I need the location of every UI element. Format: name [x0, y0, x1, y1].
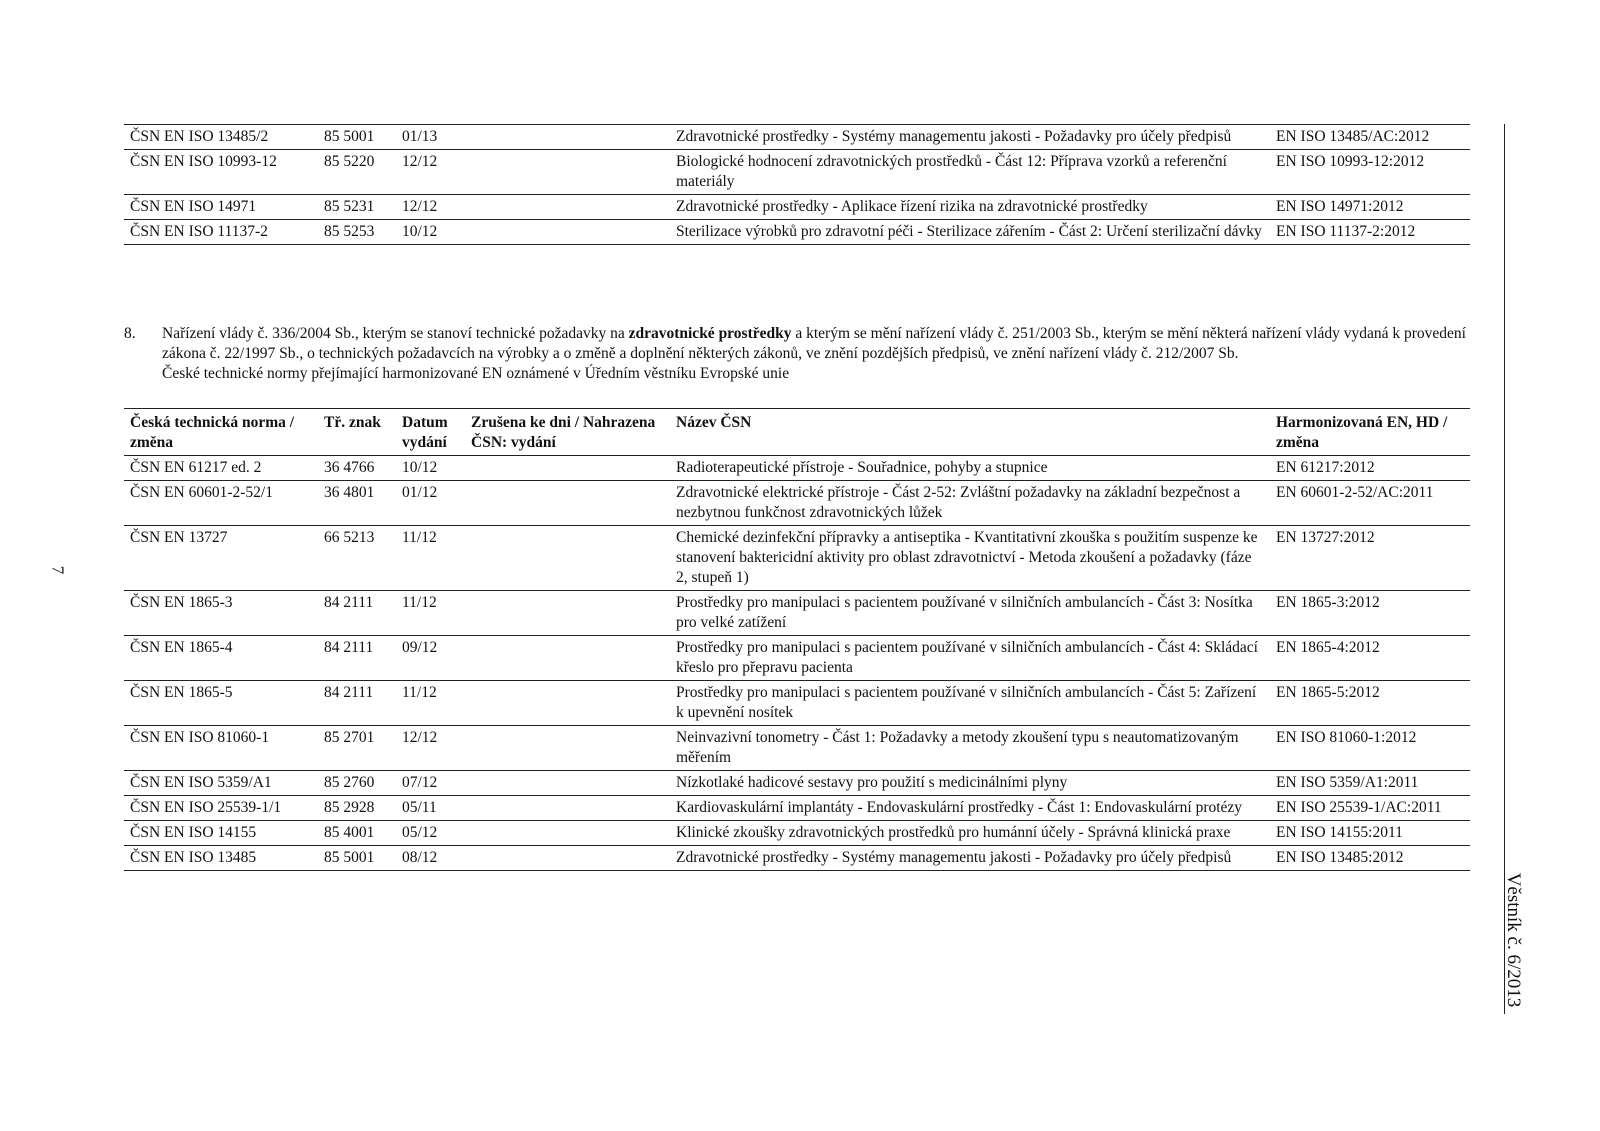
cell-norm: ČSN EN ISO 14971: [124, 195, 318, 220]
cell-replaced: [465, 195, 670, 220]
table1-body: [124, 125, 1470, 245]
table-row: [124, 591, 1470, 636]
header-issue-date: Datum vydání: [396, 409, 465, 456]
cell-replaced: [465, 125, 670, 150]
cell-replaced: [465, 220, 670, 245]
section-text-bold: zdravotnické prostředky: [628, 325, 792, 342]
section-8: [124, 324, 1470, 384]
section-text: [162, 324, 1470, 384]
cell-class-code: 85 5001: [318, 846, 396, 871]
table-row: [124, 456, 1470, 481]
table-row: [124, 636, 1470, 681]
cell-replaced: [465, 681, 670, 726]
cell-norm: ČSN EN 1865-5: [124, 681, 318, 726]
cell-harmonized-en: EN ISO 11137-2:2012: [1270, 220, 1470, 245]
cell-harmonized-en: EN ISO 14155:2011: [1270, 821, 1470, 846]
cell-issue-date: 11/12: [396, 591, 465, 636]
cell-title: Klinické zkoušky zdravotnických prostředků pro humánní účely - Správná klinická praxe: [670, 821, 1270, 846]
cell-norm: ČSN EN ISO 10993-12: [124, 150, 318, 195]
table-row: [124, 195, 1470, 220]
cell-norm: ČSN EN ISO 25539-1/1: [124, 796, 318, 821]
cell-issue-date: 11/12: [396, 681, 465, 726]
table2-body: [124, 456, 1470, 871]
cell-norm: ČSN EN 61217 ed. 2: [124, 456, 318, 481]
header-title: Název ČSN: [670, 409, 1270, 456]
cell-title: Zdravotnické prostředky - Aplikace řízení rizika na zdravotnické prostředky: [670, 195, 1270, 220]
cell-class-code: 66 5213: [318, 526, 396, 591]
cell-issue-date: 11/12: [396, 526, 465, 591]
cell-replaced: [465, 796, 670, 821]
table-row: [124, 481, 1470, 526]
cell-title: Nízkotlaké hadicové sestavy pro použití s medicinálními plyny: [670, 771, 1270, 796]
cell-harmonized-en: EN 13727:2012: [1270, 526, 1470, 591]
cell-title: Radioterapeutické přístroje - Souřadnice, pohyby a stupnice: [670, 456, 1270, 481]
standards-table: [124, 408, 1470, 871]
cell-harmonized-en: EN ISO 14971:2012: [1270, 195, 1470, 220]
cell-harmonized-en: EN ISO 13485/AC:2012: [1270, 125, 1470, 150]
cell-issue-date: 01/12: [396, 481, 465, 526]
cell-replaced: [465, 726, 670, 771]
cell-class-code: 85 5231: [318, 195, 396, 220]
cell-issue-date: 01/13: [396, 125, 465, 150]
cell-issue-date: 08/12: [396, 846, 465, 871]
cell-title: Zdravotnické prostředky - Systémy managementu jakosti - Požadavky pro účely předpisů: [670, 846, 1270, 871]
cell-norm: ČSN EN 1865-4: [124, 636, 318, 681]
journal-title: Věstník č. 6/2013: [1503, 872, 1524, 1008]
cell-norm: ČSN EN ISO 14155: [124, 821, 318, 846]
cell-replaced: [465, 591, 670, 636]
cell-class-code: 85 2928: [318, 796, 396, 821]
table-row: [124, 846, 1470, 871]
cell-title: Chemické dezinfekční přípravky a antiseptika - Kvantitativní zkouška s použitím suspenze ke stanovení baktericidní aktivity pro oblast zdravotnictví - Metoda zkoušení a požadavky (fáze 2, stupeň 1): [670, 526, 1270, 591]
cell-class-code: 36 4766: [318, 456, 396, 481]
table-row: [124, 796, 1470, 821]
header-harmonized-en: Harmonizovaná EN, HD / změna: [1270, 409, 1470, 456]
cell-harmonized-en: EN ISO 25539-1/AC:2011: [1270, 796, 1470, 821]
section-number: 8.: [124, 325, 136, 342]
cell-replaced: [465, 481, 670, 526]
header-norm: Česká technická norma / změna: [124, 409, 318, 456]
cell-issue-date: 07/12: [396, 771, 465, 796]
cell-title: Neinvazivní tonometry - Část 1: Požadavky a metody zkoušení typu s neautomatizovaným měřením: [670, 726, 1270, 771]
cell-replaced: [465, 150, 670, 195]
standards-table-continued: [124, 124, 1470, 245]
cell-issue-date: 12/12: [396, 195, 465, 220]
cell-class-code: 85 2701: [318, 726, 396, 771]
cell-norm: ČSN EN 1865-3: [124, 591, 318, 636]
section-text-before: Nařízení vlády č. 336/2004 Sb., kterým se stanoví technické požadavky na: [162, 325, 629, 342]
table-row: [124, 681, 1470, 726]
table-row: [124, 526, 1470, 591]
cell-issue-date: 10/12: [396, 456, 465, 481]
cell-issue-date: 05/12: [396, 821, 465, 846]
cell-class-code: 85 5220: [318, 150, 396, 195]
cell-harmonized-en: EN 61217:2012: [1270, 456, 1470, 481]
cell-norm: ČSN EN ISO 5359/A1: [124, 771, 318, 796]
cell-title: Biologické hodnocení zdravotnických prostředků - Část 12: Příprava vzorků a referenční materiály: [670, 150, 1270, 195]
cell-norm: ČSN EN ISO 13485: [124, 846, 318, 871]
cell-norm: ČSN EN ISO 11137-2: [124, 220, 318, 245]
table-row: [124, 220, 1470, 245]
cell-class-code: 85 5001: [318, 125, 396, 150]
table-row: [124, 821, 1470, 846]
cell-class-code: 84 2111: [318, 591, 396, 636]
cell-class-code: 85 5253: [318, 220, 396, 245]
cell-replaced: [465, 456, 670, 481]
cell-class-code: 84 2111: [318, 681, 396, 726]
cell-issue-date: 05/11: [396, 796, 465, 821]
cell-title: Kardiovaskulární implantáty - Endovaskulární prostředky - Část 1: Endovaskulární protézy: [670, 796, 1270, 821]
cell-harmonized-en: EN 60601-2-52/AC:2011: [1270, 481, 1470, 526]
cell-class-code: 84 2111: [318, 636, 396, 681]
table-row: [124, 125, 1470, 150]
cell-class-code: 85 4001: [318, 821, 396, 846]
cell-issue-date: 09/12: [396, 636, 465, 681]
cell-replaced: [465, 771, 670, 796]
cell-harmonized-en: EN 1865-4:2012: [1270, 636, 1470, 681]
cell-title: Prostředky pro manipulaci s pacientem používané v silničních ambulancích - Část 5: Zařízení k upevnění nosítek: [670, 681, 1270, 726]
cell-norm: ČSN EN 13727: [124, 526, 318, 591]
cell-issue-date: 10/12: [396, 220, 465, 245]
cell-replaced: [465, 636, 670, 681]
cell-norm: ČSN EN ISO 13485/2: [124, 125, 318, 150]
header-replaced: Zrušena ke dni / Nahrazena ČSN: vydání: [465, 409, 670, 456]
cell-harmonized-en: EN ISO 10993-12:2012: [1270, 150, 1470, 195]
cell-issue-date: 12/12: [396, 726, 465, 771]
cell-replaced: [465, 526, 670, 591]
cell-title: Zdravotnické prostředky - Systémy managementu jakosti - Požadavky pro účely předpisů: [670, 125, 1270, 150]
cell-title: Prostředky pro manipulaci s pacientem používané v silničních ambulancích - Část 3: Nosítka pro velké zatížení: [670, 591, 1270, 636]
cell-replaced: [465, 846, 670, 871]
cell-norm: ČSN EN ISO 81060-1: [124, 726, 318, 771]
cell-norm: ČSN EN 60601-2-52/1: [124, 481, 318, 526]
cell-class-code: 36 4801: [318, 481, 396, 526]
section-subtext: České technické normy přejímající harmonizované EN oznámené v Úředním věstníku Evropské unie: [162, 365, 790, 382]
cell-title: Sterilizace výrobků pro zdravotní péči - Sterilizace zářením - Část 2: Určení sterilizační dávky: [670, 220, 1270, 245]
cell-harmonized-en: EN ISO 13485:2012: [1270, 846, 1470, 871]
cell-issue-date: 12/12: [396, 150, 465, 195]
cell-harmonized-en: EN 1865-3:2012: [1270, 591, 1470, 636]
cell-harmonized-en: EN 1865-5:2012: [1270, 681, 1470, 726]
table-row: [124, 150, 1470, 195]
cell-replaced: [465, 821, 670, 846]
cell-harmonized-en: EN ISO 5359/A1:2011: [1270, 771, 1470, 796]
table-header-row: [124, 409, 1470, 456]
cell-title: Prostředky pro manipulaci s pacientem používané v silničních ambulancích - Část 4: Skládací křeslo pro přepravu pacienta: [670, 636, 1270, 681]
section-text-after: a kterým se mění nařízení vlády č. 251/2003 Sb., kterým se mění některá nařízení vlády vydaná k provedení zákona č. 22/1997 Sb., o technických požadavcích na výrobky a o změně a doplnění některých zákonů, ve znění pozdějších předpisů, ve znění nařízení vlády č. 212/2007 Sb.: [162, 325, 1466, 362]
page-number: 7: [48, 565, 68, 575]
cell-class-code: 85 2760: [318, 771, 396, 796]
cell-title: Zdravotnické elektrické přístroje - Část 2-52: Zvláštní požadavky na základní bezpečnost a nezbytnou funkčnost zdravotnických lůžek: [670, 481, 1270, 526]
table-row: [124, 726, 1470, 771]
table-row: [124, 771, 1470, 796]
cell-harmonized-en: EN ISO 81060-1:2012: [1270, 726, 1470, 771]
header-class-code: Tř. znak: [318, 409, 396, 456]
